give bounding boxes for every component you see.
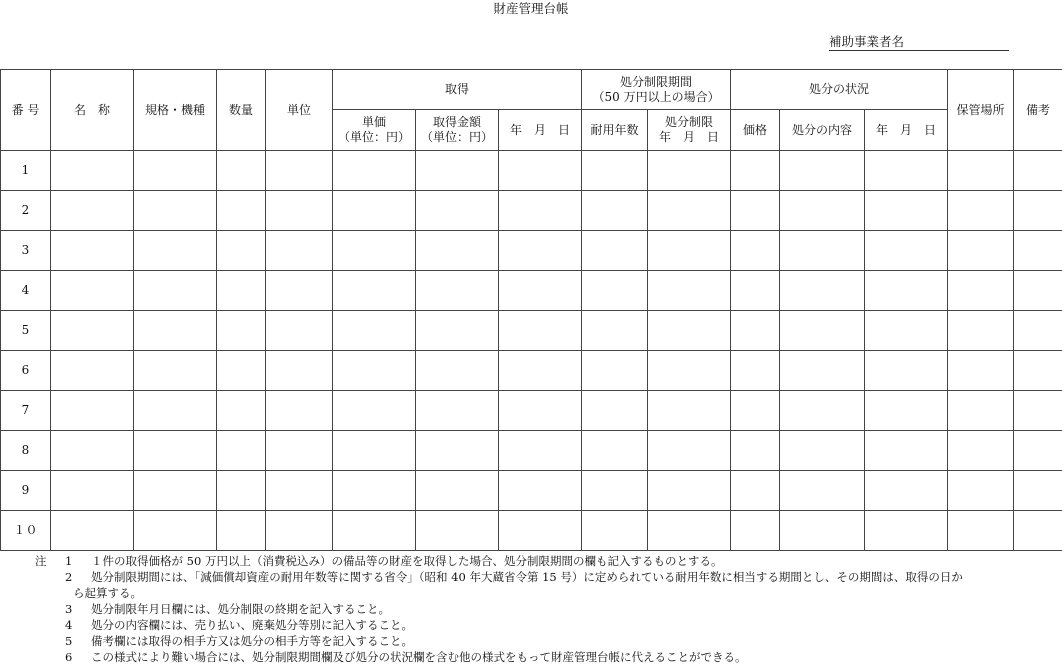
header-limit-period-note: （50 万円以上の場合） xyxy=(582,90,730,105)
note-number: 1 xyxy=(65,553,91,569)
row-number: 8 xyxy=(1,431,51,471)
table-cell[interactable] xyxy=(51,511,134,551)
table-cell[interactable] xyxy=(731,511,780,551)
table-cell[interactable] xyxy=(865,151,948,191)
table-cell[interactable] xyxy=(333,231,416,271)
header-acq-date: 年 月 日 xyxy=(499,110,582,151)
note-text: １件の取得価格が 50 万円以上（消費税込み）の備品等の財産を取得した場合、処分制限期間の欄も記入するものとする。 xyxy=(91,554,722,568)
table-cell[interactable] xyxy=(865,431,948,471)
table-row xyxy=(1,511,1062,551)
note-number: 2 xyxy=(65,569,91,585)
table-cell[interactable] xyxy=(416,231,499,271)
table-cell[interactable] xyxy=(217,191,266,231)
table-cell[interactable] xyxy=(266,511,333,551)
table-cell[interactable] xyxy=(266,431,333,471)
note-item xyxy=(35,601,963,617)
table-cell[interactable] xyxy=(51,471,134,511)
table-cell[interactable] xyxy=(1014,471,1062,511)
table-cell[interactable] xyxy=(1014,231,1062,271)
table-cell[interactable] xyxy=(780,471,865,511)
table-cell[interactable] xyxy=(217,431,266,471)
table-cell[interactable] xyxy=(648,351,731,391)
note-text: 処分制限年月日欄には、処分制限の終期を記入すること。 xyxy=(91,602,390,616)
table-cell[interactable] xyxy=(731,431,780,471)
table-cell[interactable] xyxy=(416,191,499,231)
table-row xyxy=(1,231,1062,271)
table-cell[interactable] xyxy=(648,271,731,311)
table-cell[interactable] xyxy=(134,431,217,471)
table-cell[interactable] xyxy=(217,351,266,391)
header-storage: 保管場所 xyxy=(948,70,1014,151)
table-cell[interactable] xyxy=(333,471,416,511)
header-limit-period xyxy=(582,70,731,110)
table-cell[interactable] xyxy=(865,311,948,351)
note-text: 処分制限期間には、「減価償却資産の耐用年数等に関する省令」（昭和 40 年大蔵省令第 15 号）に定められている耐用年数に相当する期間とし、その期間は、取得の日か xyxy=(91,570,963,584)
table-cell[interactable] xyxy=(217,511,266,551)
table-cell[interactable] xyxy=(266,191,333,231)
table-cell[interactable] xyxy=(51,311,134,351)
notes xyxy=(35,553,963,665)
header-disposal-status: 処分の状況 xyxy=(731,70,948,110)
table-cell[interactable] xyxy=(416,351,499,391)
note-continuation: ら起算する。 xyxy=(73,585,963,601)
table-cell[interactable] xyxy=(51,231,134,271)
table-cell[interactable] xyxy=(499,191,582,231)
table-cell[interactable] xyxy=(499,431,582,471)
table-cell[interactable] xyxy=(1014,351,1062,391)
table-cell[interactable] xyxy=(648,471,731,511)
table-cell[interactable] xyxy=(948,511,1014,551)
table-cell[interactable] xyxy=(865,231,948,271)
table-cell[interactable] xyxy=(948,231,1014,271)
row-number: 2 xyxy=(1,191,51,231)
table-cell[interactable] xyxy=(416,271,499,311)
header-name: 名 称 xyxy=(51,70,134,151)
table-row xyxy=(1,151,1062,191)
table-cell[interactable] xyxy=(731,351,780,391)
table-row xyxy=(1,351,1062,391)
table-cell[interactable] xyxy=(266,391,333,431)
table-cell[interactable] xyxy=(134,151,217,191)
header-no: 番 号 xyxy=(1,70,51,151)
table-cell[interactable] xyxy=(865,471,948,511)
table-cell[interactable] xyxy=(648,511,731,551)
table-cell[interactable] xyxy=(731,231,780,271)
row-number: 7 xyxy=(1,391,51,431)
table-row xyxy=(1,391,1062,431)
header-spec: 規格・機種 xyxy=(134,70,217,151)
table-cell[interactable] xyxy=(499,271,582,311)
row-number: 6 xyxy=(1,351,51,391)
header-limit-period-label: 処分制限期間 xyxy=(582,75,730,90)
table-cell[interactable] xyxy=(134,271,217,311)
table-cell[interactable] xyxy=(51,351,134,391)
table-cell[interactable] xyxy=(865,191,948,231)
table-cell[interactable] xyxy=(499,151,582,191)
table-cell[interactable] xyxy=(731,471,780,511)
header-acq-amount xyxy=(416,110,499,151)
table-cell[interactable] xyxy=(731,151,780,191)
header-limit-date xyxy=(648,110,731,151)
header-disp-content: 処分の内容 xyxy=(780,110,865,151)
table-cell[interactable] xyxy=(134,471,217,511)
note-item xyxy=(35,649,963,665)
table-cell[interactable] xyxy=(582,431,648,471)
table-cell[interactable] xyxy=(134,351,217,391)
table-cell[interactable] xyxy=(948,471,1014,511)
table-cell[interactable] xyxy=(416,471,499,511)
table-cell[interactable] xyxy=(51,151,134,191)
table-cell[interactable] xyxy=(217,391,266,431)
table-cell[interactable] xyxy=(780,231,865,271)
table-cell[interactable] xyxy=(217,471,266,511)
table-cell[interactable] xyxy=(1014,511,1062,551)
table-cell[interactable] xyxy=(333,511,416,551)
table-cell[interactable] xyxy=(217,271,266,311)
table-cell[interactable] xyxy=(51,191,134,231)
table-cell[interactable] xyxy=(731,311,780,351)
page-title: 財産管理台帳 xyxy=(0,0,1062,17)
table-cell[interactable] xyxy=(499,351,582,391)
row-number: 1 xyxy=(1,151,51,191)
table-cell[interactable] xyxy=(266,271,333,311)
table-cell[interactable] xyxy=(865,271,948,311)
header-disp-price: 価格 xyxy=(731,110,780,151)
table-cell[interactable] xyxy=(1014,431,1062,471)
table-cell[interactable] xyxy=(416,511,499,551)
table-cell[interactable] xyxy=(266,231,333,271)
table-cell[interactable] xyxy=(1014,311,1062,351)
table-cell[interactable] xyxy=(333,391,416,431)
table-cell[interactable] xyxy=(780,271,865,311)
table-cell[interactable] xyxy=(865,511,948,551)
table-cell[interactable] xyxy=(648,151,731,191)
table-cell[interactable] xyxy=(333,271,416,311)
header-disp-date: 年 月 日 xyxy=(865,110,948,151)
header-acquisition: 取得 xyxy=(333,70,582,110)
table-cell[interactable] xyxy=(780,351,865,391)
table-cell[interactable] xyxy=(217,151,266,191)
table-cell[interactable] xyxy=(582,511,648,551)
table-row xyxy=(1,271,1062,311)
table-cell[interactable] xyxy=(731,191,780,231)
applicant-name-field[interactable]: 補助事業者名 xyxy=(829,34,1009,51)
table-cell[interactable] xyxy=(333,431,416,471)
table-cell[interactable] xyxy=(266,311,333,351)
table-cell[interactable] xyxy=(1014,271,1062,311)
table-cell[interactable] xyxy=(582,151,648,191)
row-number: 9 xyxy=(1,471,51,511)
note-number: 3 xyxy=(65,601,91,617)
table-cell[interactable] xyxy=(948,191,1014,231)
table-cell[interactable] xyxy=(333,151,416,191)
table-cell[interactable] xyxy=(333,351,416,391)
note-number: 5 xyxy=(65,633,91,649)
table-cell[interactable] xyxy=(648,191,731,231)
header-remarks: 備考 xyxy=(1014,70,1062,151)
note-item xyxy=(35,633,963,649)
table-row xyxy=(1,471,1062,511)
note-number: 4 xyxy=(65,617,91,633)
note-number: 6 xyxy=(65,649,91,665)
header-acq-amount-label: 取得金額 xyxy=(416,115,498,130)
table-cell[interactable] xyxy=(51,431,134,471)
table-cell[interactable] xyxy=(266,351,333,391)
table-cell[interactable] xyxy=(134,231,217,271)
table-cell[interactable] xyxy=(948,391,1014,431)
table-cell[interactable] xyxy=(948,351,1014,391)
table-cell[interactable] xyxy=(416,311,499,351)
row-number: 3 xyxy=(1,231,51,271)
header-unit: 単位 xyxy=(266,70,333,151)
row-number: 4 xyxy=(1,271,51,311)
note-item xyxy=(35,617,963,633)
notes-mark: 注 xyxy=(35,553,47,569)
table-cell[interactable] xyxy=(1014,391,1062,431)
header-acq-unit-price xyxy=(333,110,416,151)
table-cell[interactable] xyxy=(780,151,865,191)
table-cell[interactable] xyxy=(499,231,582,271)
table-cell[interactable] xyxy=(948,151,1014,191)
table-cell[interactable] xyxy=(266,151,333,191)
table-cell[interactable] xyxy=(1014,191,1062,231)
table-cell[interactable] xyxy=(865,351,948,391)
table-cell[interactable] xyxy=(499,471,582,511)
table-cell[interactable] xyxy=(134,191,217,231)
header-acq-amount-unit: （単位：円） xyxy=(416,130,498,145)
table-cell[interactable] xyxy=(416,431,499,471)
table-cell[interactable] xyxy=(582,311,648,351)
table-cell[interactable] xyxy=(648,391,731,431)
note-text: 備考欄には取得の相手方又は処分の相手方等を記入すること。 xyxy=(91,634,413,648)
table-cell[interactable] xyxy=(865,391,948,431)
row-number: 5 xyxy=(1,311,51,351)
table-cell[interactable] xyxy=(499,311,582,351)
table-cell[interactable] xyxy=(648,431,731,471)
table-cell[interactable] xyxy=(648,311,731,351)
property-ledger-table xyxy=(0,69,1062,551)
header-acq-unit-price-unit: （単位：円） xyxy=(333,130,415,145)
ledger-body xyxy=(1,151,1062,551)
table-cell[interactable] xyxy=(333,311,416,351)
table-cell[interactable] xyxy=(499,391,582,431)
table-cell[interactable] xyxy=(780,431,865,471)
row-number: １０ xyxy=(1,511,51,551)
table-cell[interactable] xyxy=(780,191,865,231)
table-cell[interactable] xyxy=(499,511,582,551)
table-cell[interactable] xyxy=(134,511,217,551)
table-cell[interactable] xyxy=(731,391,780,431)
table-row xyxy=(1,431,1062,471)
table-cell[interactable] xyxy=(51,271,134,311)
note-item xyxy=(35,569,963,601)
table-cell[interactable] xyxy=(731,271,780,311)
table-cell[interactable] xyxy=(948,271,1014,311)
table-cell[interactable] xyxy=(780,391,865,431)
table-cell[interactable] xyxy=(582,391,648,431)
table-cell[interactable] xyxy=(1014,151,1062,191)
header-useful-life: 耐用年数 xyxy=(582,110,648,151)
header-limit-date-line1: 処分制限 xyxy=(648,115,730,130)
table-cell[interactable] xyxy=(266,471,333,511)
table-cell[interactable] xyxy=(333,191,416,231)
table-row xyxy=(1,311,1062,351)
table-cell[interactable] xyxy=(582,471,648,511)
note-text: この様式により難い場合には、処分制限期間欄及び処分の状況欄を含む他の様式をもって財産管理台帳に代えることができる。 xyxy=(91,650,747,664)
header-acq-unit-price-label: 単価 xyxy=(333,115,415,130)
notes-list xyxy=(35,553,963,665)
table-cell[interactable] xyxy=(217,311,266,351)
table-cell[interactable] xyxy=(582,271,648,311)
table-cell[interactable] xyxy=(416,391,499,431)
table-cell[interactable] xyxy=(51,391,134,431)
table-cell[interactable] xyxy=(217,231,266,271)
table-cell[interactable] xyxy=(134,391,217,431)
note-item xyxy=(35,553,963,569)
table-cell[interactable] xyxy=(948,311,1014,351)
table-cell[interactable] xyxy=(582,351,648,391)
table-cell[interactable] xyxy=(780,511,865,551)
table-cell[interactable] xyxy=(948,431,1014,471)
table-cell[interactable] xyxy=(780,311,865,351)
table-cell[interactable] xyxy=(582,191,648,231)
header-quantity: 数量 xyxy=(217,70,266,151)
table-cell[interactable] xyxy=(416,151,499,191)
note-text: 処分の内容欄には、売り払い、廃棄処分等別に記入すること。 xyxy=(91,618,413,632)
table-cell[interactable] xyxy=(134,311,217,351)
table-row xyxy=(1,191,1062,231)
table-cell[interactable] xyxy=(582,231,648,271)
table-cell[interactable] xyxy=(648,231,731,271)
header-limit-date-line2: 年 月 日 xyxy=(648,130,730,145)
